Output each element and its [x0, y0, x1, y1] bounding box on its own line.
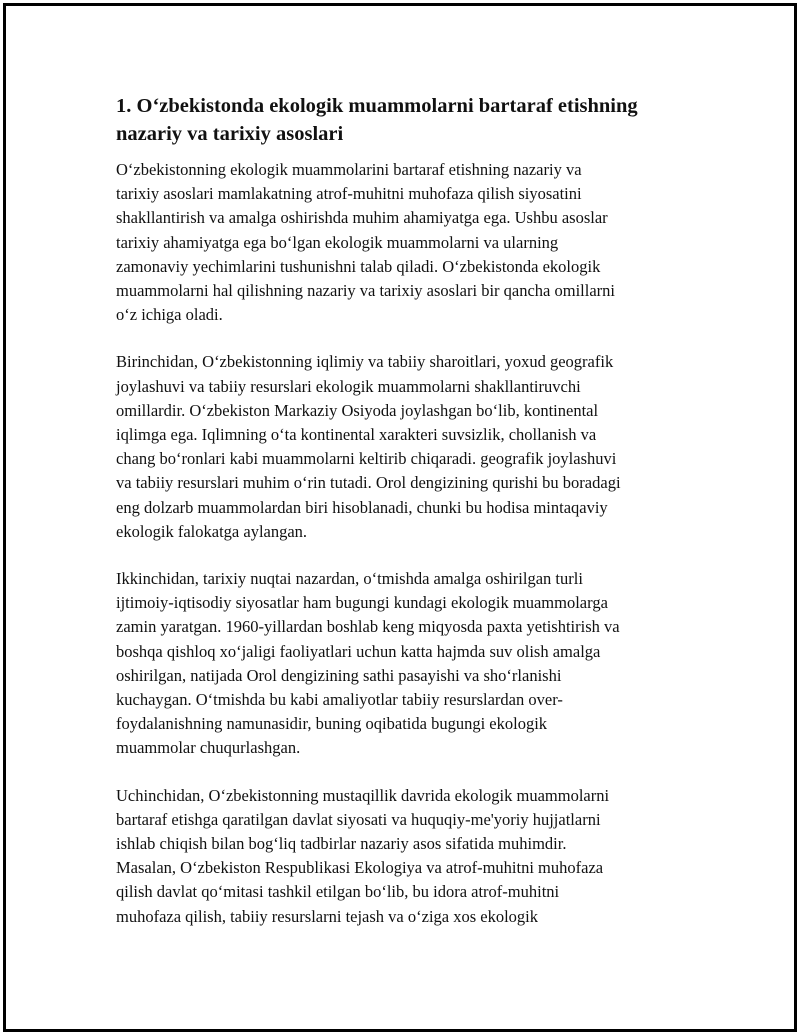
section-heading: 1. O‘zbekistonda ekologik muammolarni bartaraf etishning nazariy va tarixiy asoslari: [116, 95, 638, 145]
paragraph-third-factor: Uchinchidan, O‘zbekistonning mustaqillik davrida ekologik muammolarni bartaraf etishga qaratilgan davlat siyosati va huquqiy-me'yoriy hujjatlarni ishlab chiqish bilan bog‘liq tadbirlar nazariy asos sifatida muhimdir. Masalan, O‘zbekiston Respublikasi Ekologiya va atrof-muhitni muhofaza qilish davlat qo‘mitasi tashkil etilgan bo‘lib, bu idora atrof-muhitni muhofaza qilish, tabiiy resurslarni tejash va o‘ziga xos ekologik: [116, 785, 610, 926]
paragraph-first-factor: Birinchidan, O‘zbekistonning iqlimiy va tabiiy sharoitlari, yoxud geografik joylashuvi va tabiiy resurslari ekologik muammolarni shakllantiruvchi omillardir. O‘zbekiston Markaziy Osiyoda joylashgan bo‘lib, kontinental iqlimga ega. Iqlimning o‘ta kontinental xarakteri suvsizlik, chollanish va chang bo‘ronlari kabi muammolarni keltirib chiqaradi. geografik joylashuvi va tabiiy resurslari muhim o‘rin tutadi. Orol dengizining qurishi bu boradagi eng dolzarb muammolardan biri hisoblanadi, chunki bu hodisa mintaqaviy ekologik falokatga aylangan.: [116, 352, 621, 541]
document-body: [116, 92, 676, 952]
paragraph-intro: O‘zbekistonning ekologik muammolarini bartaraf etishning nazariy va tarixiy asoslari mamlakatning atrof-muhitni muhofaza qilish siyosatini shakllantirish va amalga oshirishda muhim ahamiyatga ega. Ushbu asoslar tarixiy ahamiyatga ega bo‘lgan ekologik muammolarni va ularning zamonaviy yechimlarini tushunishni talab qiladi. O‘zbekistonda ekologik muammolarni hal qilishning nazariy va tarixiy asoslari bir qancha omillarni o‘z ichiga oladi.: [116, 160, 615, 325]
paragraph-second-factor: Ikkinchidan, tarixiy nuqtai nazardan, o‘tmishda amalga oshirilgan turli ijtimoiy-iqtisodiy siyosatlar ham bugungi kundagi ekologik muammolarga zamin yaratgan. 1960-yillardan boshlab keng miqyosda paxta yetishtirish va boshqa qishloq xo‘jaligi faoliyatlari uchun katta hajmda suv olish amalga oshirilgan, natijada Orol dengizining sathi pasayishi va sho‘rlanishi kuchaygan. O‘tmishda bu kabi amaliyotlar tabiiy resurslardan over- foydalanishning namunasidir, buning oqibatida bugungi ekologik muammolar chuqurlashgan.: [116, 569, 620, 758]
